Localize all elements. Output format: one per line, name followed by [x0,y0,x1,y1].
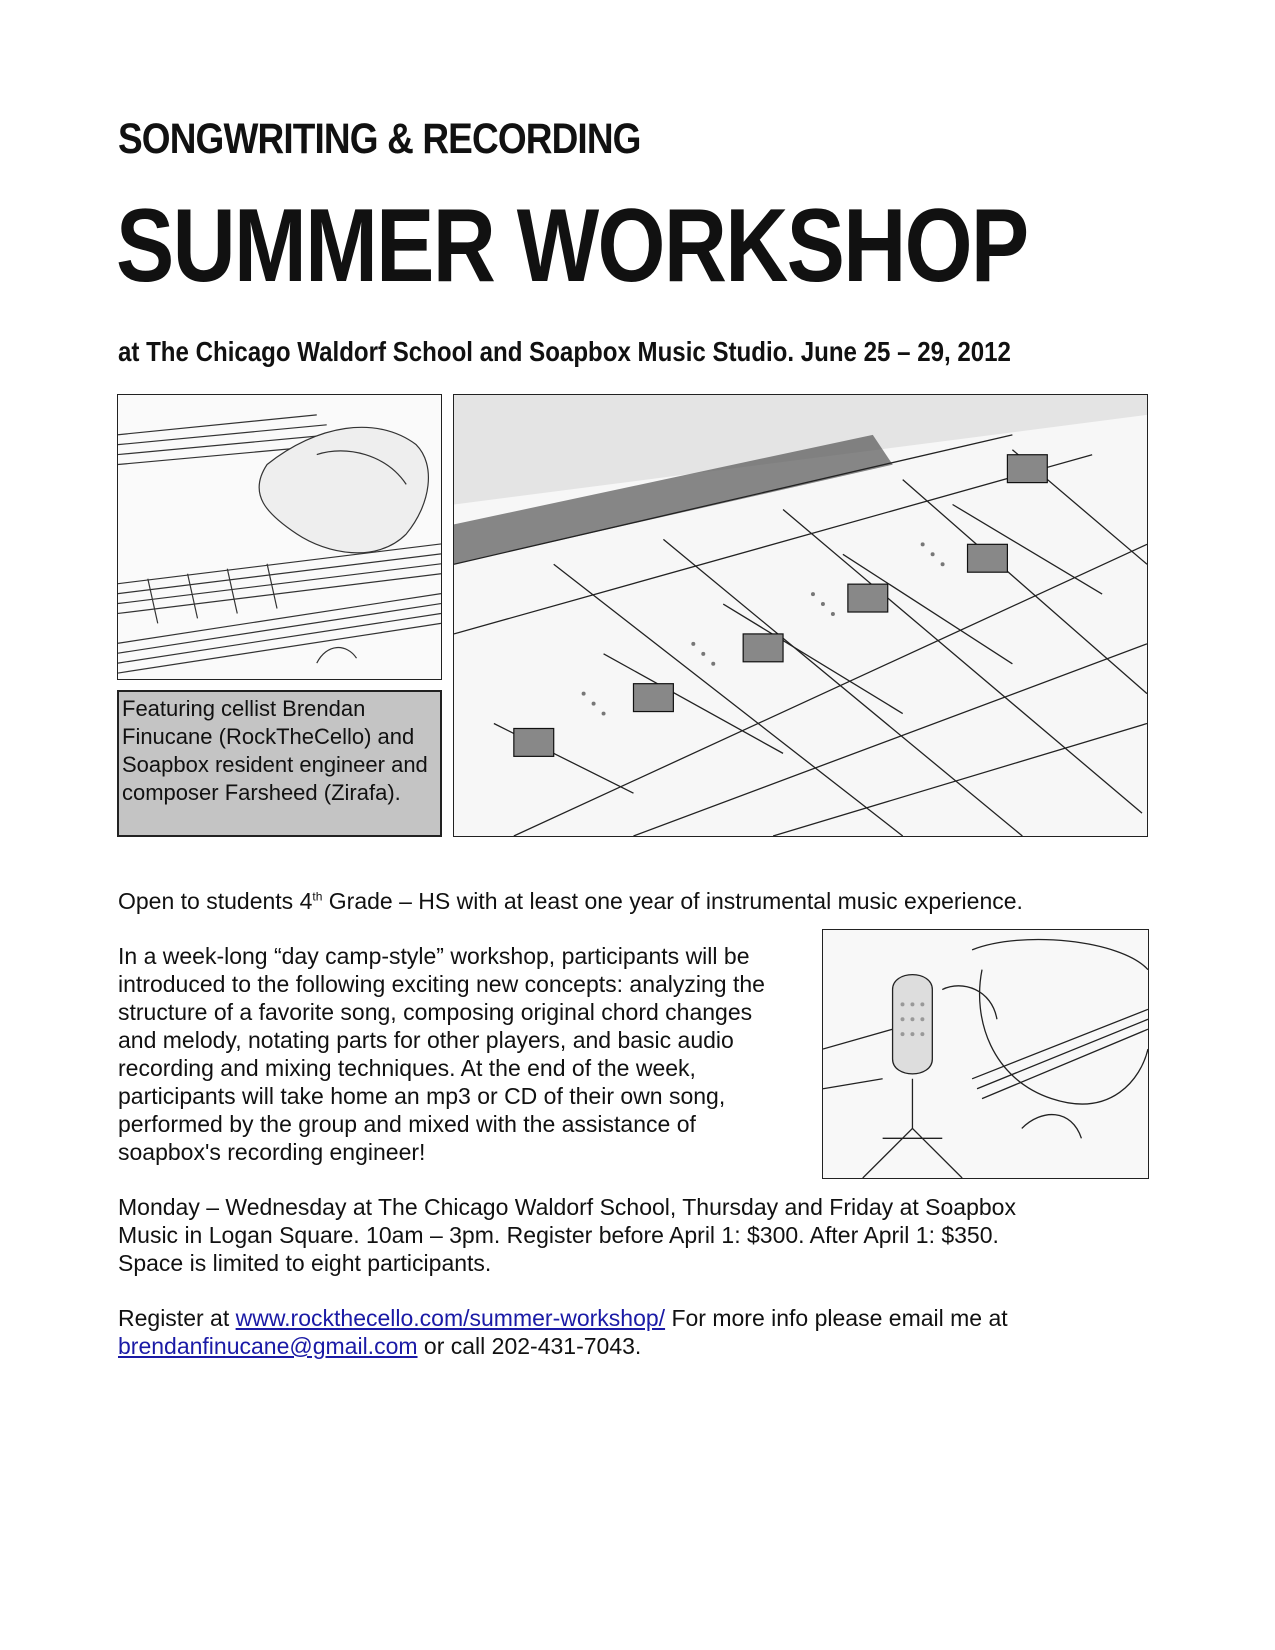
featuring-caption: Featuring cellist Brendan Finucane (RockTheCello) and Soapbox resident engineer and composer Farsheed (Zirafa). [117,690,442,837]
guitar-microphone-photo [822,929,1149,1179]
register-middle: For more info please email me at [665,1305,1008,1331]
heading-songwriting-recording: SONGWRITING & RECORDING [118,115,641,163]
heading-summer-workshop: SUMMER WORKSHOP [116,188,1028,304]
cello-photo [117,394,442,680]
email-link[interactable]: brendanfinucane@gmail.com [118,1333,418,1359]
eligibility-text: Open to students 4th Grade – HS with at least one year of instrumental music experience. [118,888,1023,914]
register-paragraph [118,1304,1008,1360]
schedule-paragraph: Monday – Wednesday at The Chicago Waldorf School, Thursday and Friday at Soapbox Music in Logan Square. 10am – 3pm. Register before April 1: $300. After April 1: $350. Space is limited to eight participants. [118,1194,1016,1276]
register-prefix: Register at [118,1305,236,1331]
subtitle-venue-dates: at The Chicago Waldorf School and Soapbox Music Studio. June 25 – 29, 2012 [118,336,1011,367]
description-paragraph: In a week-long “day camp-style” workshop, participants will be introduced to the following exciting new concepts: analyzing the structure of a favorite song, composing original chord changes and melody, notating parts for other players, and basic audio recording and mixing techniques. At the end of the week, participants will take home an mp3 or CD of their own song, performed by the group and mixed with the assistance of soapbox's recording engineer! [118,943,765,1165]
mixing-console-photo [453,394,1148,837]
workshop-link[interactable]: www.rockthecello.com/summer-workshop/ [235,1305,666,1331]
register-suffix: or call 202-431-7043. [417,1333,642,1359]
